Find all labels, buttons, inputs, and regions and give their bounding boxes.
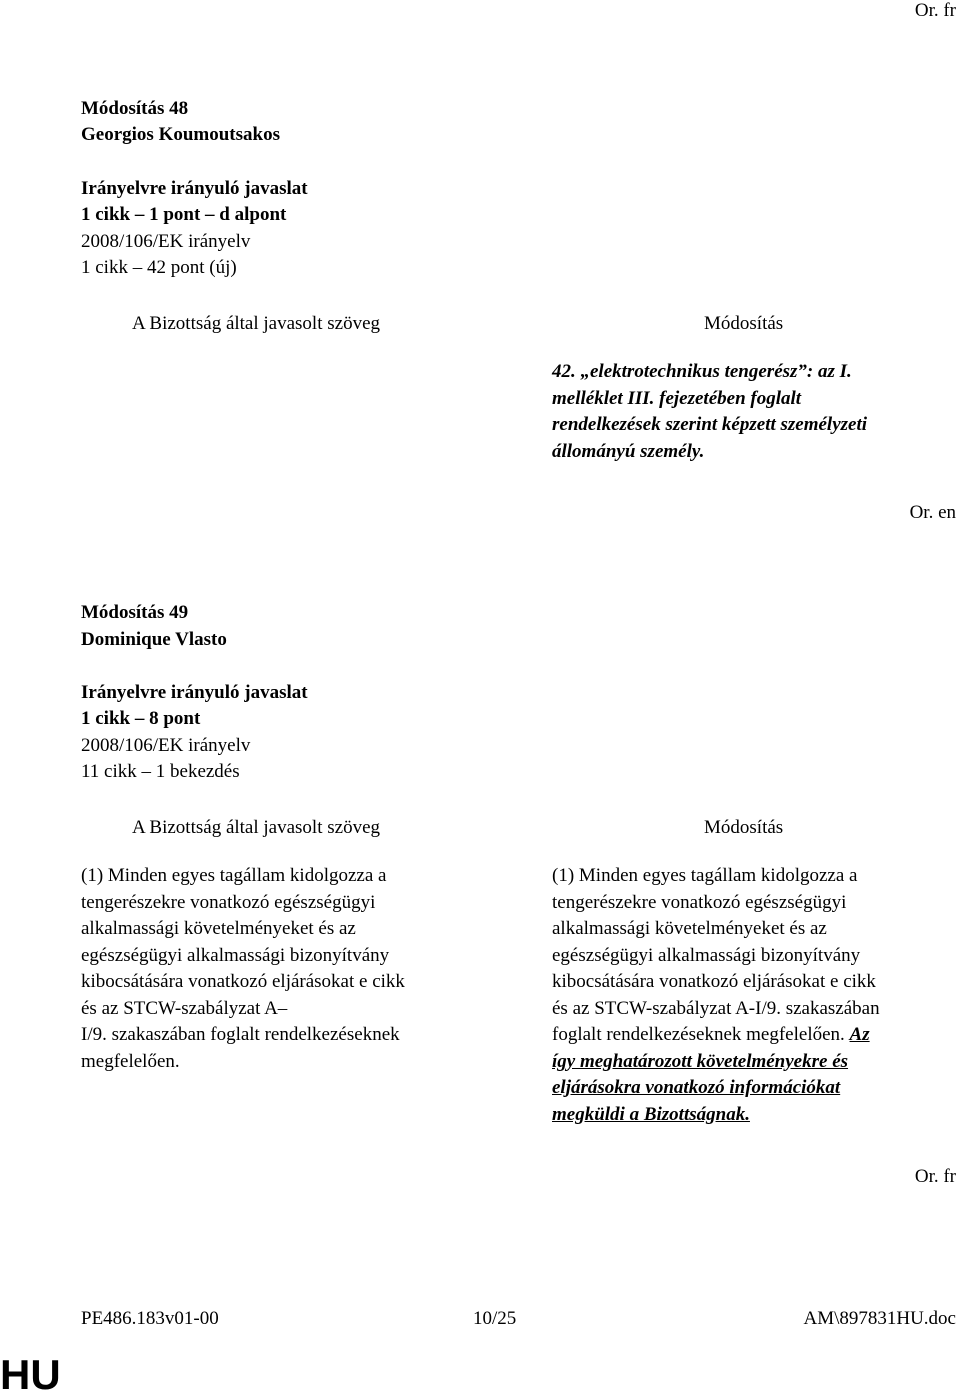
amendment-48-title: Módosítás 48: [81, 98, 189, 119]
added-text-line: eljárásokra vonatkozó információkat: [552, 1077, 841, 1098]
text-line: tengerészekre vonatkozó egészségügyi: [81, 891, 376, 913]
amendment-49-directive-ref: 11 cikk – 1 bekezdés: [81, 761, 240, 782]
text-line: egészségügyi alkalmassági bizonyítvány: [81, 944, 390, 966]
amendment-48-article-ref: 1 cikk – 1 pont – d alpont: [81, 204, 287, 225]
amendment-49-title: Módosítás 49: [81, 602, 189, 623]
text-line: melléklet III. fejezetében foglalt: [552, 387, 802, 409]
text-line: I/9. szakaszában foglalt rendelkezéseknek: [81, 1024, 400, 1045]
added-text-line: megküldi a Bizottságnak.: [552, 1103, 750, 1125]
amendment-49-right-column-header: Módosítás: [704, 817, 784, 838]
amendment-49-article-ref: 1 cikk – 8 pont: [81, 708, 201, 729]
footer-file-name: AM\897831HU.doc: [803, 1308, 956, 1329]
text-line: megfelelően.: [81, 1050, 180, 1072]
amendment-48-proposal: Irányelvre irányuló javaslat: [81, 178, 308, 199]
text-line: kibocsátására vonatkozó eljárásokat e cikk: [81, 971, 405, 992]
text-line: állományú személy.: [552, 440, 705, 462]
text-line: tengerészekre vonatkozó egészségügyi: [552, 891, 847, 913]
amendment-48-directive: 2008/106/EK irányelv: [81, 231, 251, 252]
text-line: egészségügyi alkalmassági bizonyítvány: [552, 944, 861, 966]
amendment-49-left-column-header: A Bizottság által javasolt szöveg: [132, 817, 381, 838]
amendment-49-author: Dominique Vlasto: [81, 629, 227, 650]
amendment-48-right-column-header: Módosítás: [704, 313, 784, 334]
text-line: kibocsátására vonatkozó eljárásokat e cikk: [552, 971, 876, 992]
amendment-49-amended-text: [552, 863, 880, 1128]
amendment-48-left-column-header: A Bizottság által javasolt szöveg: [132, 313, 381, 334]
text-line: 42. „elektrotechnikus tengerész”: az I.: [552, 361, 852, 382]
amendment-49-proposal: Irányelvre irányuló javaslat: [81, 682, 308, 703]
added-text-line: így meghatározott követelményekre és: [552, 1050, 849, 1072]
text-line: rendelkezések szerint képzett személyzeti: [552, 414, 868, 435]
text-line: és az STCW-szabályzat A–: [81, 997, 288, 1019]
page-original-language: Or. fr: [914, 0, 956, 21]
amendment-49-original-language: Or. fr: [914, 1166, 956, 1187]
text-line: alkalmassági követelményeket és az: [552, 918, 827, 939]
text-line: és az STCW-szabályzat A-I/9. szakaszában: [552, 997, 880, 1019]
added-text: Az: [849, 1024, 870, 1045]
amendment-48-author: Georgios Koumoutsakos: [81, 124, 280, 145]
footer-document-reference: PE486.183v01-00: [81, 1308, 219, 1329]
amendment-49-directive: 2008/106/EK irányelv: [81, 735, 251, 756]
amendment-48-amended-text: [552, 359, 867, 465]
text-line: (1) Minden egyes tagállam kidolgozza a: [552, 865, 858, 886]
amendment-49-commission-text: [81, 863, 405, 1075]
amendment-48-directive-ref: 1 cikk – 42 pont (új): [81, 257, 237, 278]
text-line: alkalmassági követelményeket és az: [81, 918, 356, 939]
text-line: [552, 1022, 880, 1049]
amendment-48-original-language: Or. en: [909, 502, 956, 523]
footer-page-number: 10/25: [473, 1308, 517, 1329]
language-code: HU: [0, 1351, 61, 1398]
text-line: (1) Minden egyes tagállam kidolgozza a: [81, 865, 387, 886]
plain-text: foglalt rendelkezéseknek megfelelően.: [552, 1024, 850, 1045]
